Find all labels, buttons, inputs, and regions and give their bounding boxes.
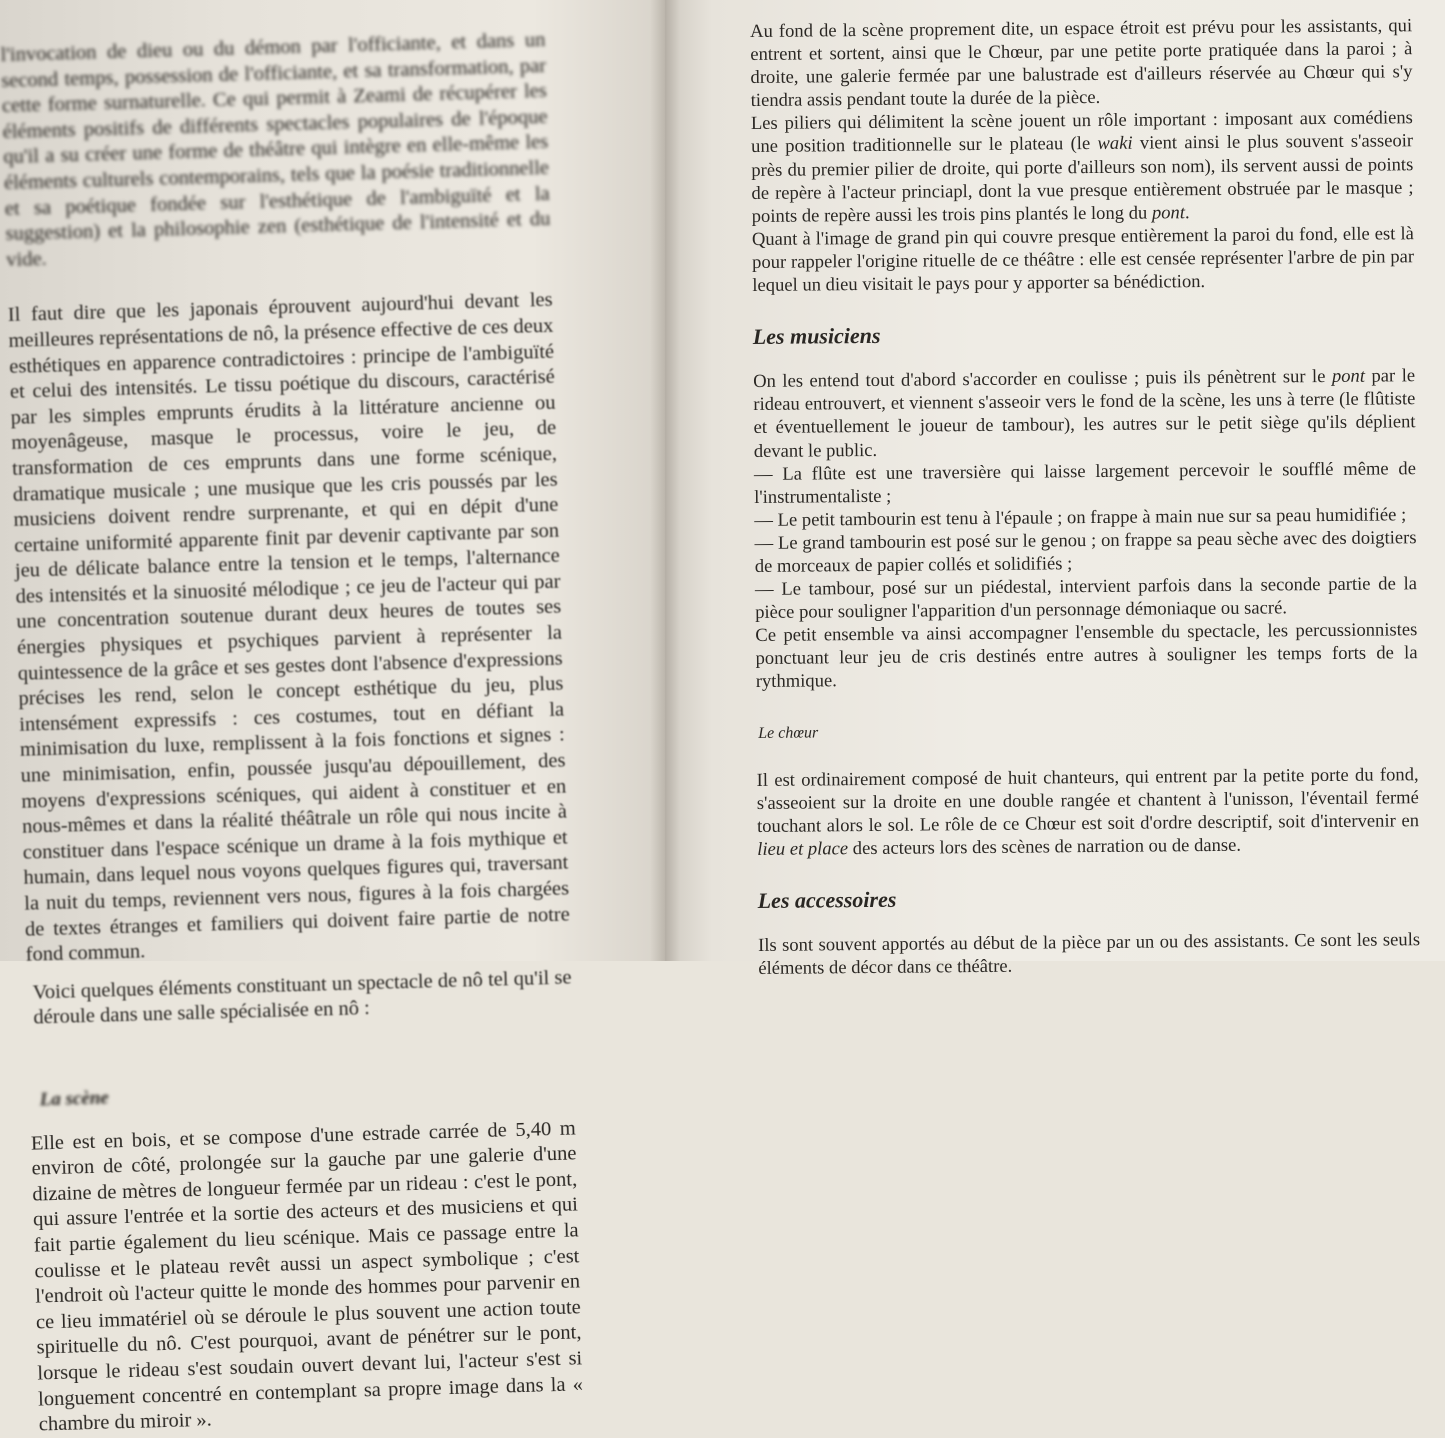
book-gutter bbox=[650, 0, 680, 961]
list-item-flute: — La flûte est une traversière qui laisse largement percevoir le soufflé même de l'instrumentaliste ; bbox=[753, 457, 1417, 508]
choir-heading: Le chœur bbox=[758, 723, 819, 742]
right-page-text bbox=[750, 14, 1420, 980]
right-paragraph-1: Au fond de la scène proprement dite, un espace étroit est prévu pour les assistants, qui entrent et sortent, ainsi que le Chœur, par une petite porte pratiquée dans la paroi ; à droite, une galerie fermée par une balustrade est d'ailleurs réservée au Chœur qui s'y tiendra assis pendant toute la durée de la pièce. bbox=[750, 15, 1413, 112]
accessories-heading: Les accessoires bbox=[757, 886, 897, 913]
right-paragraph-3: Quant à l'image de grand pin qui couvre presque entièrement la paroi du fond, elle est là pour rappeler l'origine rituelle de ce théâtre : elle est censée représenter l'arbre de pin par lequel un dieu visitait le pays pour y apporter sa bénédiction. bbox=[751, 223, 1415, 297]
musicians-heading: Les musiciens bbox=[752, 322, 881, 350]
choir-paragraph: Il est ordinairement composé de huit chanteurs, qui entrent par la petite porte du fond, s'asseoient sur la droite en une double rangée et chantent à l'unisson, l'éventail fermé touchant alors le sol. Le rôle de ce Chœur est soit d'ordre descriptif, soit d'intervenir en lieu et place des acteurs lors des scènes de narration ou de danse. bbox=[756, 763, 1420, 860]
left-paragraph-4: Elle est en bois, et se compose d'une estrade carrée de 5,40 m environ de côté, prolongée sur la gauche par une galerie d'une dizaine de mètres de longueur fermée par un rideau : c'est le pont, qui assure l'entrée et la sortie des acteurs et des musiciens et qui fait partie également du lieu scénique. Mais ce passage entre la coulisse et le plateau revêt aussi un aspect symbolique ; c'est l'endroit où l'acteur quitte le monde des hommes pour parvenir en ce lieu immatériel où se déroule le plus souvent une action toute spirituelle du nô. C'est pourquoi, avant de pénétrer sur le pont, lorsque le rideau s'est soudain ouvert devant lui, l'acteur s'est si longuement concentré en contemplant sa propre image dans la « chambre du miroir ». bbox=[30, 1116, 584, 1436]
waki-term: waki bbox=[1097, 133, 1133, 155]
list-item-large-drum: — Le grand tambourin est posé sur le genou ; on frappe sa peau sèche avec des doigtiers de morceaux de papier collés et solidifiés ; bbox=[754, 527, 1417, 577]
accessories-paragraph: Ils sont souvent apportés au début de la pièce par un ou des assistants. Ce sont les seuls éléments de décor dans ce théâtre. bbox=[757, 929, 1421, 980]
left-paragraph-1: l'invocation de dieu ou du démon par l'officiante, et dans un second temps, possession de l'officiante, et sa transformation, par cette forme surnaturelle. Ce qui permit à Zeami de récupérer les éléments positifs de différents spectacles populaires de l'époque qu'il a su créer une forme de théâtre qui intègre en elle-même les éléments culturels contemporains, tels que la poésie traditionnelle et sa poétique fondée sur l'esthétique de l'ambiguïté et la suggestion) et la philosophie zen (esthétique de l'intensité et du vide. bbox=[0, 28, 551, 271]
left-page-text bbox=[0, 28, 584, 1438]
list-item-small-drum: — Le petit tambourin est tenu à l'épaule ; on frappe à main nue sur sa peau humidifiée ; bbox=[754, 504, 1407, 531]
pont-term: pont bbox=[1151, 201, 1186, 224]
pont-term: pont bbox=[1331, 365, 1366, 388]
list-item-drum: — Le tambour, posé sur un piédestal, intervient parfois dans la seconde partie de la pièce pour souligner l'apparition d'un personnage démoniaque ou sacré. bbox=[754, 573, 1418, 624]
right-paragraph-2: Les piliers qui délimitent la scène jouent un rôle important : imposant aux comédiens une position traditionnelle sur le plateau (le waki vient ainsi le plus souvent s'asseoir près du premier pilier de droite, qui porte d'ailleurs son nom), ils servent aussi de points de repère à l'acteur princiapl, dont la vue presque entièrement obstruée par le masque ; points de repère aussi les trois pins plantés le long du pont. bbox=[750, 107, 1414, 227]
left-section-heading: La scène bbox=[39, 1087, 110, 1111]
left-paragraph-3: Voici quelques éléments constituant un spectacle de nô tel qu'il se déroule dans une salle spécialisée en nô : bbox=[32, 966, 572, 1029]
left-paragraph-2: Il faut dire que les japonais éprouvent aujourd'hui devant les meilleures représentations de nô, la présence effective de ces deux esthétiques en apparence contradictoires : principe de l'ambiguïté et celui des intensités. Le tissu poétique du discours, caractérisé par les simples emprunts érudits à la littérature ancienne ou moyenâgeuse, masque le processus, voire le jeu, de transformation de ces emprunts dans une forme scénique, dramatique musicale ; une musique que les cris poussés par les musiciens doivent rendre surprenante, et qui en dépit d'une certaine uniformité apparente finit par devenir captivante par son jeu de délicate balance entre la tension et le temps, l'alternance des intensités et la sinuosité mélodique ; ce jeu de l'acteur qui par une concentration soutenue durant deux heures de toutes ses énergies physiques et psychiques parvient à représenter la quintessence de la grâce et ses gestes dont l'absence d'expressions précises les rend, selon le concept esthétique du jeu, plus intensément expressifs : ces costumes, tout en défiant la minimisation du luxe, remplissent à la fois fonctions et signes : une minimisation, enfin, poussée jusqu'au dépouillement, des moyens d'expressions scéniques, qui aident à constituer et en nous-mêmes et dans la réalité théâtrale un rôle qui nous incite à constituer dans l'espace scénique un drame à la fois mythique et humain, dans lequel nous voyons quelques figures qui, traversant la nuit du temps, reviennent vers nous, figures à la fois chargées de textes étranges et familiers qui doivent faire partie de notre fond commun. bbox=[7, 289, 571, 966]
lieu-et-place-term: lieu et place bbox=[757, 838, 849, 860]
left-page bbox=[0, 0, 665, 1436]
musicians-intro: On les entend tout d'abord s'accorder en coulisse ; puis ils pénètrent sur le pont par le rideau entrouvert, et viennent s'asseoir vers le fond de la scène, les uns à terre (le flûtiste et éventuellement le joueur de tambour), les autres sur le petit siège qu'ils déplient devant le public. bbox=[753, 365, 1416, 462]
right-page bbox=[665, 0, 1445, 980]
ensemble-paragraph: Ce petit ensemble va ainsi accompagner l'ensemble du spectacle, les percussionnistes ponctuant leur jeu de cris destinés entre autres à souligner les temps forts de la rythmique. bbox=[755, 619, 1418, 693]
